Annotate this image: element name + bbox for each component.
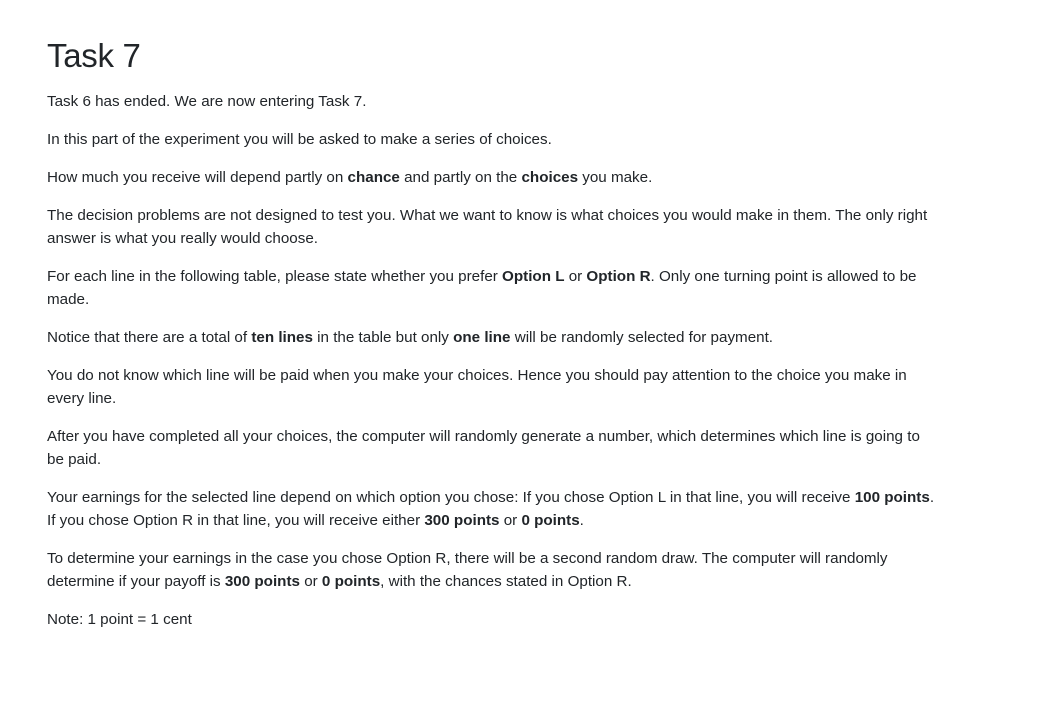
paragraph-second-draw <box>47 547 937 593</box>
text-segment: For each line in the following table, please state whether you prefer <box>47 268 503 285</box>
bold-choices: choices <box>521 169 579 186</box>
bold-option-r: Option R <box>586 268 651 285</box>
text-segment: Your earnings for the selected line depend on which option you chose: If you chose Option L in that line, you will receive <box>47 489 855 506</box>
bold-300-points: 300 points <box>424 512 500 529</box>
text-segment: . If you chose Option R in that line, you will receive either <box>47 489 935 529</box>
paragraph-task-transition: Task 6 has ended. We are now entering Task 7. <box>47 93 367 110</box>
bold-option-l: Option L <box>502 268 565 285</box>
text-segment: . Only one turning point is allowed to be made. <box>47 268 917 308</box>
paragraph-ten-lines <box>47 326 937 349</box>
paragraph-earnings <box>47 486 937 532</box>
text-segment: you make. <box>578 169 653 186</box>
paragraph-series-of-choices: In this part of the experiment you will be asked to make a series of choices. <box>47 131 552 148</box>
bold-300-points: 300 points <box>224 573 300 590</box>
text-segment: How much you receive will depend partly on <box>47 169 348 186</box>
text-segment: will be randomly selected for payment. <box>510 329 774 346</box>
paragraph-point-value-note: Note: 1 point = 1 cent <box>47 611 192 628</box>
text-segment: and partly on the <box>399 169 522 186</box>
bold-one-line: one line <box>453 329 511 346</box>
bold-0-points: 0 points <box>521 512 580 529</box>
paragraph-pay-attention: You do not know which line will be paid when you make your choices. Hence you should pay attention to the choice you make in every line. <box>47 367 907 407</box>
text-segment: or <box>299 573 322 590</box>
bold-0-points: 0 points <box>321 573 381 590</box>
text-segment: To determine your earnings in the case you chose Option R, there will be a second random draw. The computer will randomly determine if your payoff is <box>47 550 888 590</box>
bold-chance: chance <box>347 169 400 186</box>
paragraph-random-line: After you have completed all your choices, the computer will randomly generate a number, which determines which line is going to be paid. <box>47 428 920 468</box>
text-segment: . <box>579 512 584 529</box>
bold-100-points: 100 points <box>854 489 930 506</box>
text-segment: Notice that there are a total of <box>47 329 252 346</box>
paragraph-not-a-test: The decision problems are not designed to test you. What we want to know is what choices you would make in them. The only right answer is what you really would choose. <box>47 207 928 247</box>
text-segment: or <box>499 512 522 529</box>
text-segment: , with the chances stated in Option R. <box>380 573 632 590</box>
text-segment: in the table but only <box>312 329 454 346</box>
page-title: Task 7 <box>47 37 141 74</box>
paragraph-option-preference <box>47 265 937 311</box>
paragraph-chance-and-choices <box>47 166 937 189</box>
text-segment: or <box>564 268 587 285</box>
bold-ten-lines: ten lines <box>251 329 313 346</box>
